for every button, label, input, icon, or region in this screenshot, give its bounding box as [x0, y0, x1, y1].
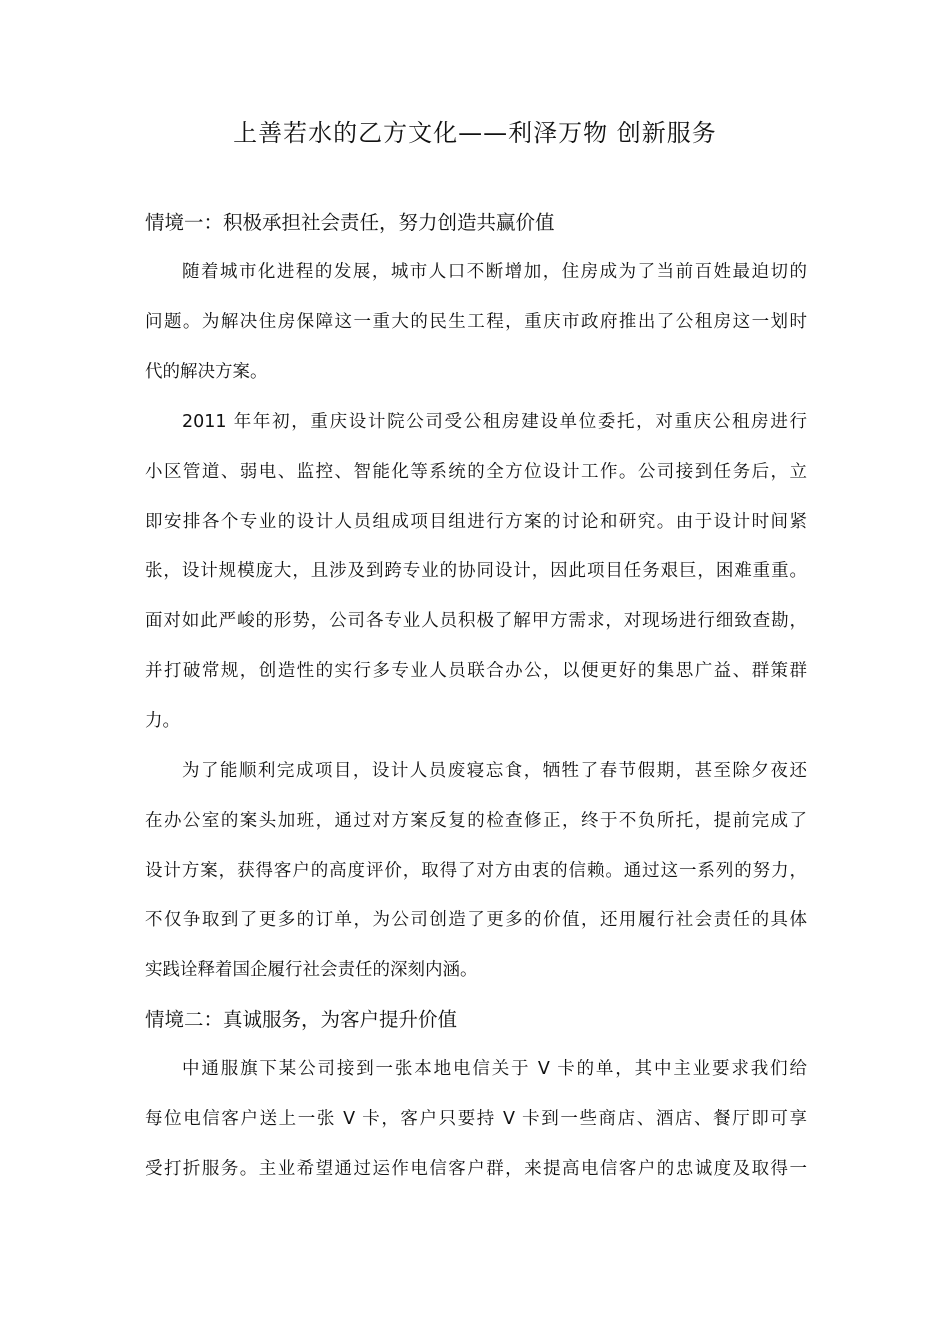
paragraph-line: 每位电信客户送上一张 V 卡，客户只要持 V 卡到一些商店、酒店、餐厅即可享: [145, 1108, 807, 1129]
document-title: 上善若水的乙方文化——利泽万物 创新服务: [233, 119, 717, 147]
paragraph-4: [145, 1053, 807, 1202]
paragraph-line: 张，设计规模庞大，且涉及到跨专业的协同设计，因此项目任务艰巨，困难重重。: [145, 561, 807, 582]
paragraph-1: [145, 256, 807, 405]
paragraph-3: [145, 755, 807, 1004]
paragraph-line: 并打破常规，创造性的实行多专业人员联合办公，以便更好的集思广益、群策群: [145, 660, 807, 681]
paragraph-line: 代的解决方案。: [145, 361, 268, 382]
paragraph-line: 设计方案，获得客户的高度评价，取得了对方由衷的信赖。通过这一系列的努力，: [145, 860, 807, 881]
paragraph-line: 随着城市化进程的发展，城市人口不断增加，住房成为了当前百姓最迫切的: [182, 262, 807, 282]
paragraph-line: 面对如此严峻的形势，公司各专业人员积极了解甲方需求，对现场进行细致查勘，: [145, 611, 807, 632]
paragraph-line: 小区管道、弱电、监控、智能化等系统的全方位设计工作。公司接到任务后，立: [145, 461, 807, 482]
section-heading-1: 情境一：积极承担社会责任，努力创造共赢价值: [145, 211, 555, 234]
paragraph-line: 即安排各个专业的设计人员组成项目组进行方案的讨论和研究。由于设计时间紧: [145, 511, 807, 532]
paragraph-line: 实践诠释着国企履行社会责任的深刻内涵。: [145, 960, 478, 981]
paragraph-line: 2011 年年初，重庆设计院公司受公租房建设单位委托，对重庆公租房进行: [182, 412, 807, 432]
paragraph-line: 为了能顺利完成项目，设计人员废寝忘食，牺牲了春节假期，甚至除夕夜还: [182, 761, 807, 781]
paragraph-line: 不仅争取到了更多的订单，为公司创造了更多的价值，还用履行社会责任的具体: [145, 910, 807, 931]
paragraph-line: 中通服旗下某公司接到一张本地电信关于 V 卡的单，其中主业要求我们给: [182, 1059, 807, 1079]
paragraph-line: 问题。为解决住房保障这一重大的民生工程，重庆市政府推出了公租房这一划时: [145, 311, 807, 332]
paragraph-line: 在办公室的案头加班，通过对方案反复的检查修正，终于不负所托，提前完成了: [145, 810, 807, 831]
paragraph-2: [145, 406, 807, 755]
paragraph-line: 受打折服务。主业希望通过运作电信客户群，来提高电信客户的忠诚度及取得一: [145, 1158, 807, 1179]
section-heading-2: 情境二：真诚服务，为客户提升价值: [145, 1008, 458, 1031]
paragraph-line: 力。: [145, 710, 180, 731]
